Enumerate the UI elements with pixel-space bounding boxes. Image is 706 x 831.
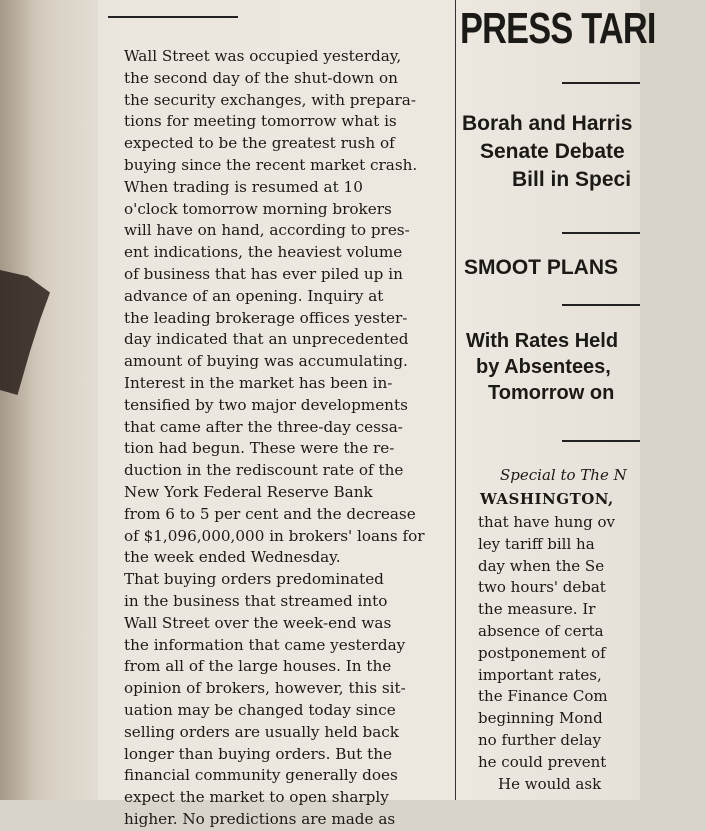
text-line: the security exchanges, with prepara- bbox=[124, 90, 416, 109]
text-line: day indicated that an unprecedented bbox=[124, 330, 409, 349]
paragraph bbox=[104, 177, 456, 569]
deck-line: Bill in Speci bbox=[512, 168, 632, 191]
deck-rule bbox=[562, 440, 640, 442]
right-article-body bbox=[478, 512, 678, 795]
text-line: the measure. Ir bbox=[478, 600, 596, 619]
text-line: the second day of the shut-down on bbox=[124, 68, 398, 87]
deck-headline-1 bbox=[462, 112, 702, 192]
byline-credit: Special to The N bbox=[500, 466, 627, 484]
paragraph bbox=[104, 569, 456, 831]
text-line: the Finance Com bbox=[478, 687, 608, 706]
text-line: from all of the large houses. In the bbox=[124, 657, 392, 676]
text-line: the information that came yesterday bbox=[124, 635, 406, 654]
text-line: beginning Mond bbox=[478, 709, 603, 728]
deck-headline-3 bbox=[466, 330, 706, 405]
text-line: opinion of brokers, however, this sit- bbox=[124, 679, 406, 698]
text-line: Interest in the market has been in- bbox=[124, 373, 393, 392]
text-line: That buying orders predominated bbox=[124, 570, 384, 589]
text-line: important rates, bbox=[478, 665, 602, 684]
text-line: Wall Street over the week-end was bbox=[124, 613, 392, 632]
text-line: expected to be the greatest rush of bbox=[124, 134, 395, 153]
deck-line: Borah and Harris bbox=[462, 112, 633, 135]
text-line: higher. No predictions are made as bbox=[124, 809, 396, 828]
text-line: in the business that streamed into bbox=[124, 591, 388, 610]
text-line: ent indications, the heaviest volume bbox=[124, 243, 403, 262]
text-line: buying since the recent market crash. bbox=[124, 155, 418, 174]
text-line: duction in the rediscount rate of the bbox=[124, 461, 404, 480]
text-line: he could prevent bbox=[478, 752, 607, 771]
text-line: of business that has ever piled up in bbox=[124, 264, 403, 283]
column-divider bbox=[455, 0, 456, 800]
text-line: of $1,096,000,000 in brokers' loans for bbox=[124, 526, 425, 545]
paragraph bbox=[104, 46, 456, 177]
text-line: New York Federal Reserve Bank bbox=[124, 482, 373, 501]
text-line: selling orders are usually held back bbox=[124, 722, 400, 741]
deck-headline-2: SMOOT PLANS bbox=[464, 256, 619, 279]
deck-line: Tomorrow on bbox=[488, 382, 615, 404]
headline-rule bbox=[562, 82, 640, 84]
left-column bbox=[104, 0, 456, 828]
text-line: the leading brokerage offices yester- bbox=[124, 308, 408, 327]
text-line: postponement of bbox=[478, 643, 606, 662]
page-fold-shadow bbox=[0, 0, 35, 800]
text-line: that came after the three-day cessa- bbox=[124, 417, 403, 436]
text-line: absence of certa bbox=[478, 621, 604, 640]
text-line: amount of buying was accumulating. bbox=[124, 352, 408, 371]
text-line: two hours' debat bbox=[478, 578, 606, 597]
text-line: will have on hand, according to pres- bbox=[124, 221, 410, 240]
text-line: longer than buying orders. But the bbox=[124, 744, 392, 763]
text-line: financial community generally does bbox=[124, 766, 398, 785]
text-line: tensified by two major developments bbox=[124, 395, 408, 414]
main-headline: PRESS TARI bbox=[460, 4, 656, 53]
text-line: tions for meeting tomorrow what is bbox=[124, 112, 397, 131]
text-line: the week ended Wednesday. bbox=[124, 548, 341, 567]
deck-line: by Absentees, bbox=[476, 356, 611, 378]
text-line: When trading is resumed at 10 bbox=[124, 177, 363, 196]
deck-line: With Rates Held bbox=[466, 330, 619, 352]
dateline: WASHINGTON, bbox=[480, 490, 614, 508]
text-line: advance of an opening. Inquiry at bbox=[124, 286, 384, 305]
deck-rule bbox=[562, 304, 640, 306]
text-line: tion had begun. These were the re- bbox=[124, 439, 395, 458]
text-line: that have hung ov bbox=[478, 513, 616, 531]
text-line: He would ask bbox=[498, 774, 602, 793]
text-line: no further delay bbox=[478, 730, 602, 749]
deck-rule bbox=[562, 232, 640, 234]
article-body bbox=[104, 46, 456, 831]
text-line: ley tariff bill ha bbox=[478, 534, 595, 553]
text-line: day when the Se bbox=[478, 556, 605, 575]
deck-line: Senate Debate bbox=[480, 140, 625, 163]
text-line: expect the market to open sharply bbox=[124, 788, 389, 807]
text-line: Wall Street was occupied yesterday, bbox=[124, 47, 402, 65]
text-line: from 6 to 5 per cent and the decrease bbox=[124, 504, 416, 523]
text-line: o'clock tomorrow morning brokers bbox=[124, 199, 392, 218]
text-line: uation may be changed today since bbox=[124, 700, 396, 719]
right-column bbox=[460, 0, 656, 800]
